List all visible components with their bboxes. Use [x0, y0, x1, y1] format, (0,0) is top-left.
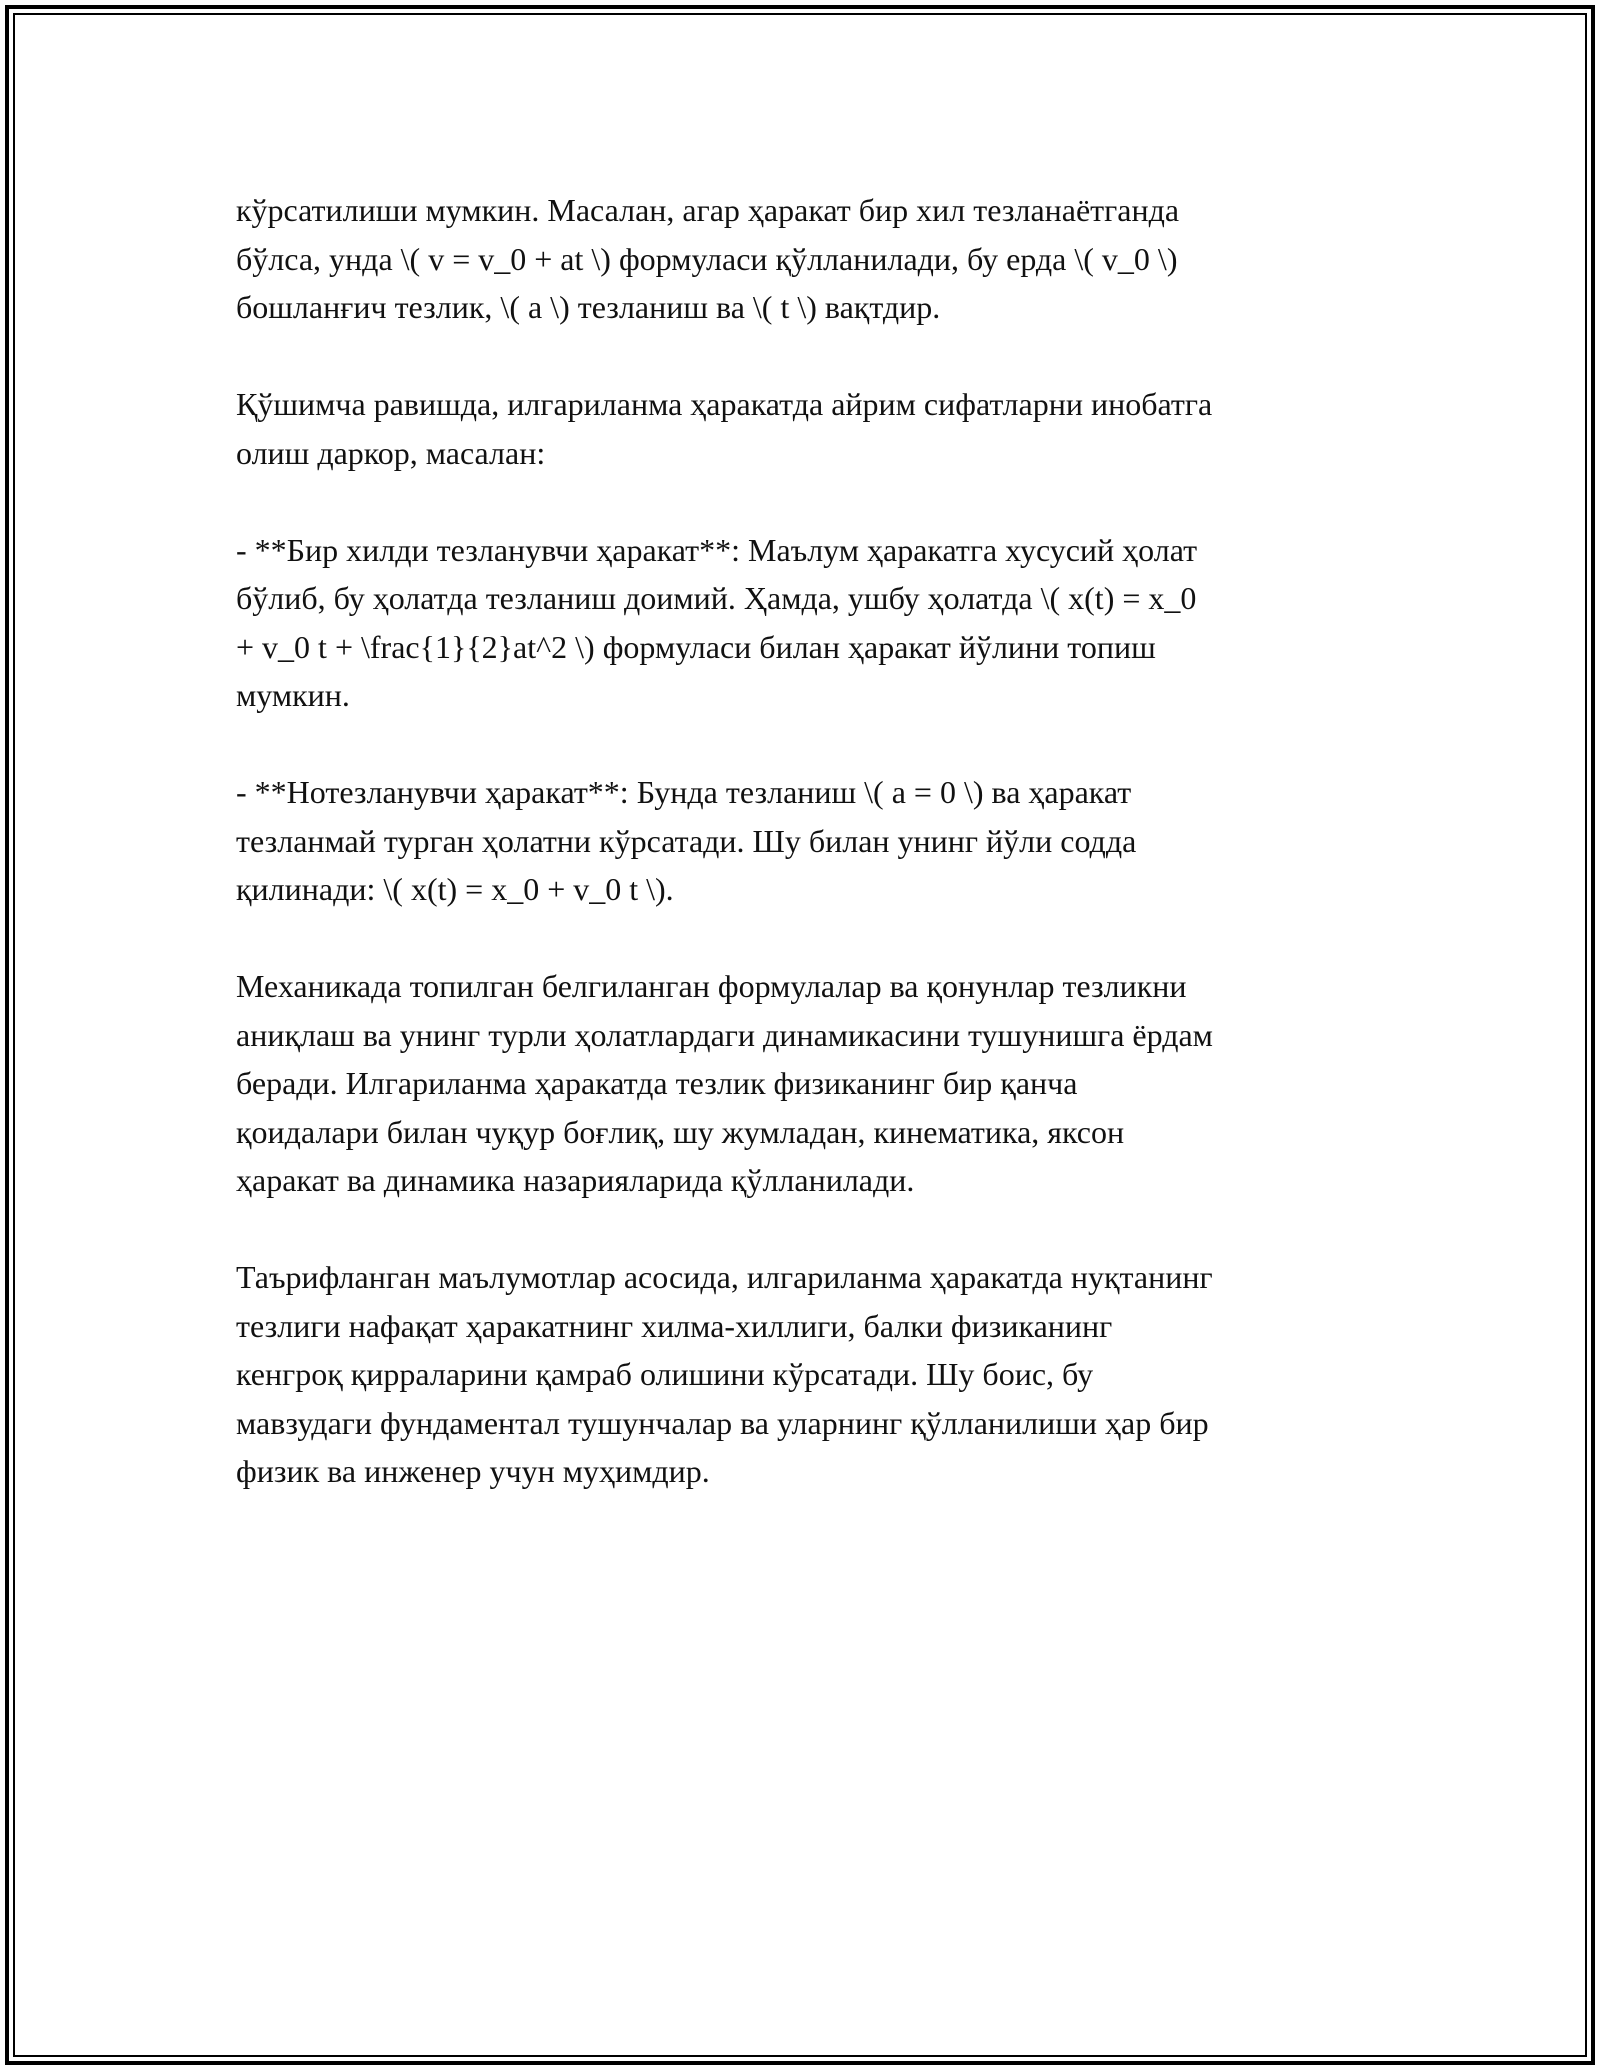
text-line: Механикада топилган белгиланган формулалар ва қонунлар тезликни — [236, 968, 1187, 1004]
text-line: физик ва инженер учун муҳимдир. — [236, 1453, 710, 1489]
text-line: бўлиб, бу ҳолатда тезланиш доимий. Ҳамда, ушбу ҳолатда \( x(t) = x_0 — [236, 580, 1197, 616]
paragraph-additional — [236, 380, 1366, 477]
text-line: қоидалари билан чуқур боғлиқ, шу жумладан, кинематика, яксон — [236, 1113, 1125, 1150]
paragraph-intro — [236, 186, 1366, 332]
text-line: мавзудаги фундаментал тушунчалар ва уларнинг қўлланилиши ҳар бир — [236, 1404, 1209, 1441]
text-line: кўрсатилиши мумкин. Масалан, агар ҳаракат бир хил тезланаётганда — [236, 192, 1180, 228]
list-item-uniform-acceleration — [236, 526, 1366, 720]
text-line: Таърифланган маълумотлар асосида, илгариланма ҳаракатда нуқтанинг — [236, 1259, 1213, 1295]
text-line: тезланмай турган ҳолатни кўрсатади. Шу билан унинг йўли содда — [236, 822, 1137, 859]
text-line: аниқлаш ва унинг турли ҳолатлардаги динамикасини тушунишга ёрдам — [236, 1016, 1213, 1053]
text-line: - **Нотезланувчи ҳаракат**: Бунда тезланиш \( a = 0 \) ва ҳаракат — [236, 774, 1132, 810]
text-line: - **Бир хилди тезланувчи ҳаракат**: Маълум ҳаракатга хусусий ҳолат — [236, 531, 1198, 568]
paragraph-mechanics — [236, 962, 1366, 1205]
text-line: бошланғич тезлик, \( a \) тезланиш ва \( t \) вақтдир. — [236, 289, 941, 325]
text-line: Қўшимча равишда, илгариланма ҳаракатда айрим сифатларни инобатга — [236, 386, 1213, 422]
text-line: мумкин. — [236, 677, 350, 713]
document-body — [236, 186, 1366, 1544]
text-line: тезлиги нафақат ҳаракатнинг хилма-хиллиги, балки физиканинг — [236, 1307, 1113, 1344]
text-line: ҳаракат ва динамика назарияларида қўлланилади. — [236, 1162, 915, 1198]
text-line: + v_0 t + \frac{1}{2}at^2 \) формуласи билан ҳаракат йўлини топиш — [236, 628, 1156, 665]
text-line: беради. Илгариланма ҳаракатда тезлик физиканинг бир қанча — [236, 1065, 1078, 1101]
text-line: қилинади: \( x(t) = x_0 + v_0 t \). — [236, 871, 674, 907]
list-item-no-acceleration — [236, 768, 1366, 914]
paragraph-conclusion — [236, 1253, 1366, 1496]
text-line: кенгроқ қирраларини қамраб олишини кўрсатади. Шу боис, бу — [236, 1356, 1094, 1392]
text-line: олиш даркор, масалан: — [236, 434, 546, 471]
text-line: бўлса, унда \( v = v_0 + at \) формуласи қўлланилади, бу ерда \( v_0 \) — [236, 240, 1178, 277]
